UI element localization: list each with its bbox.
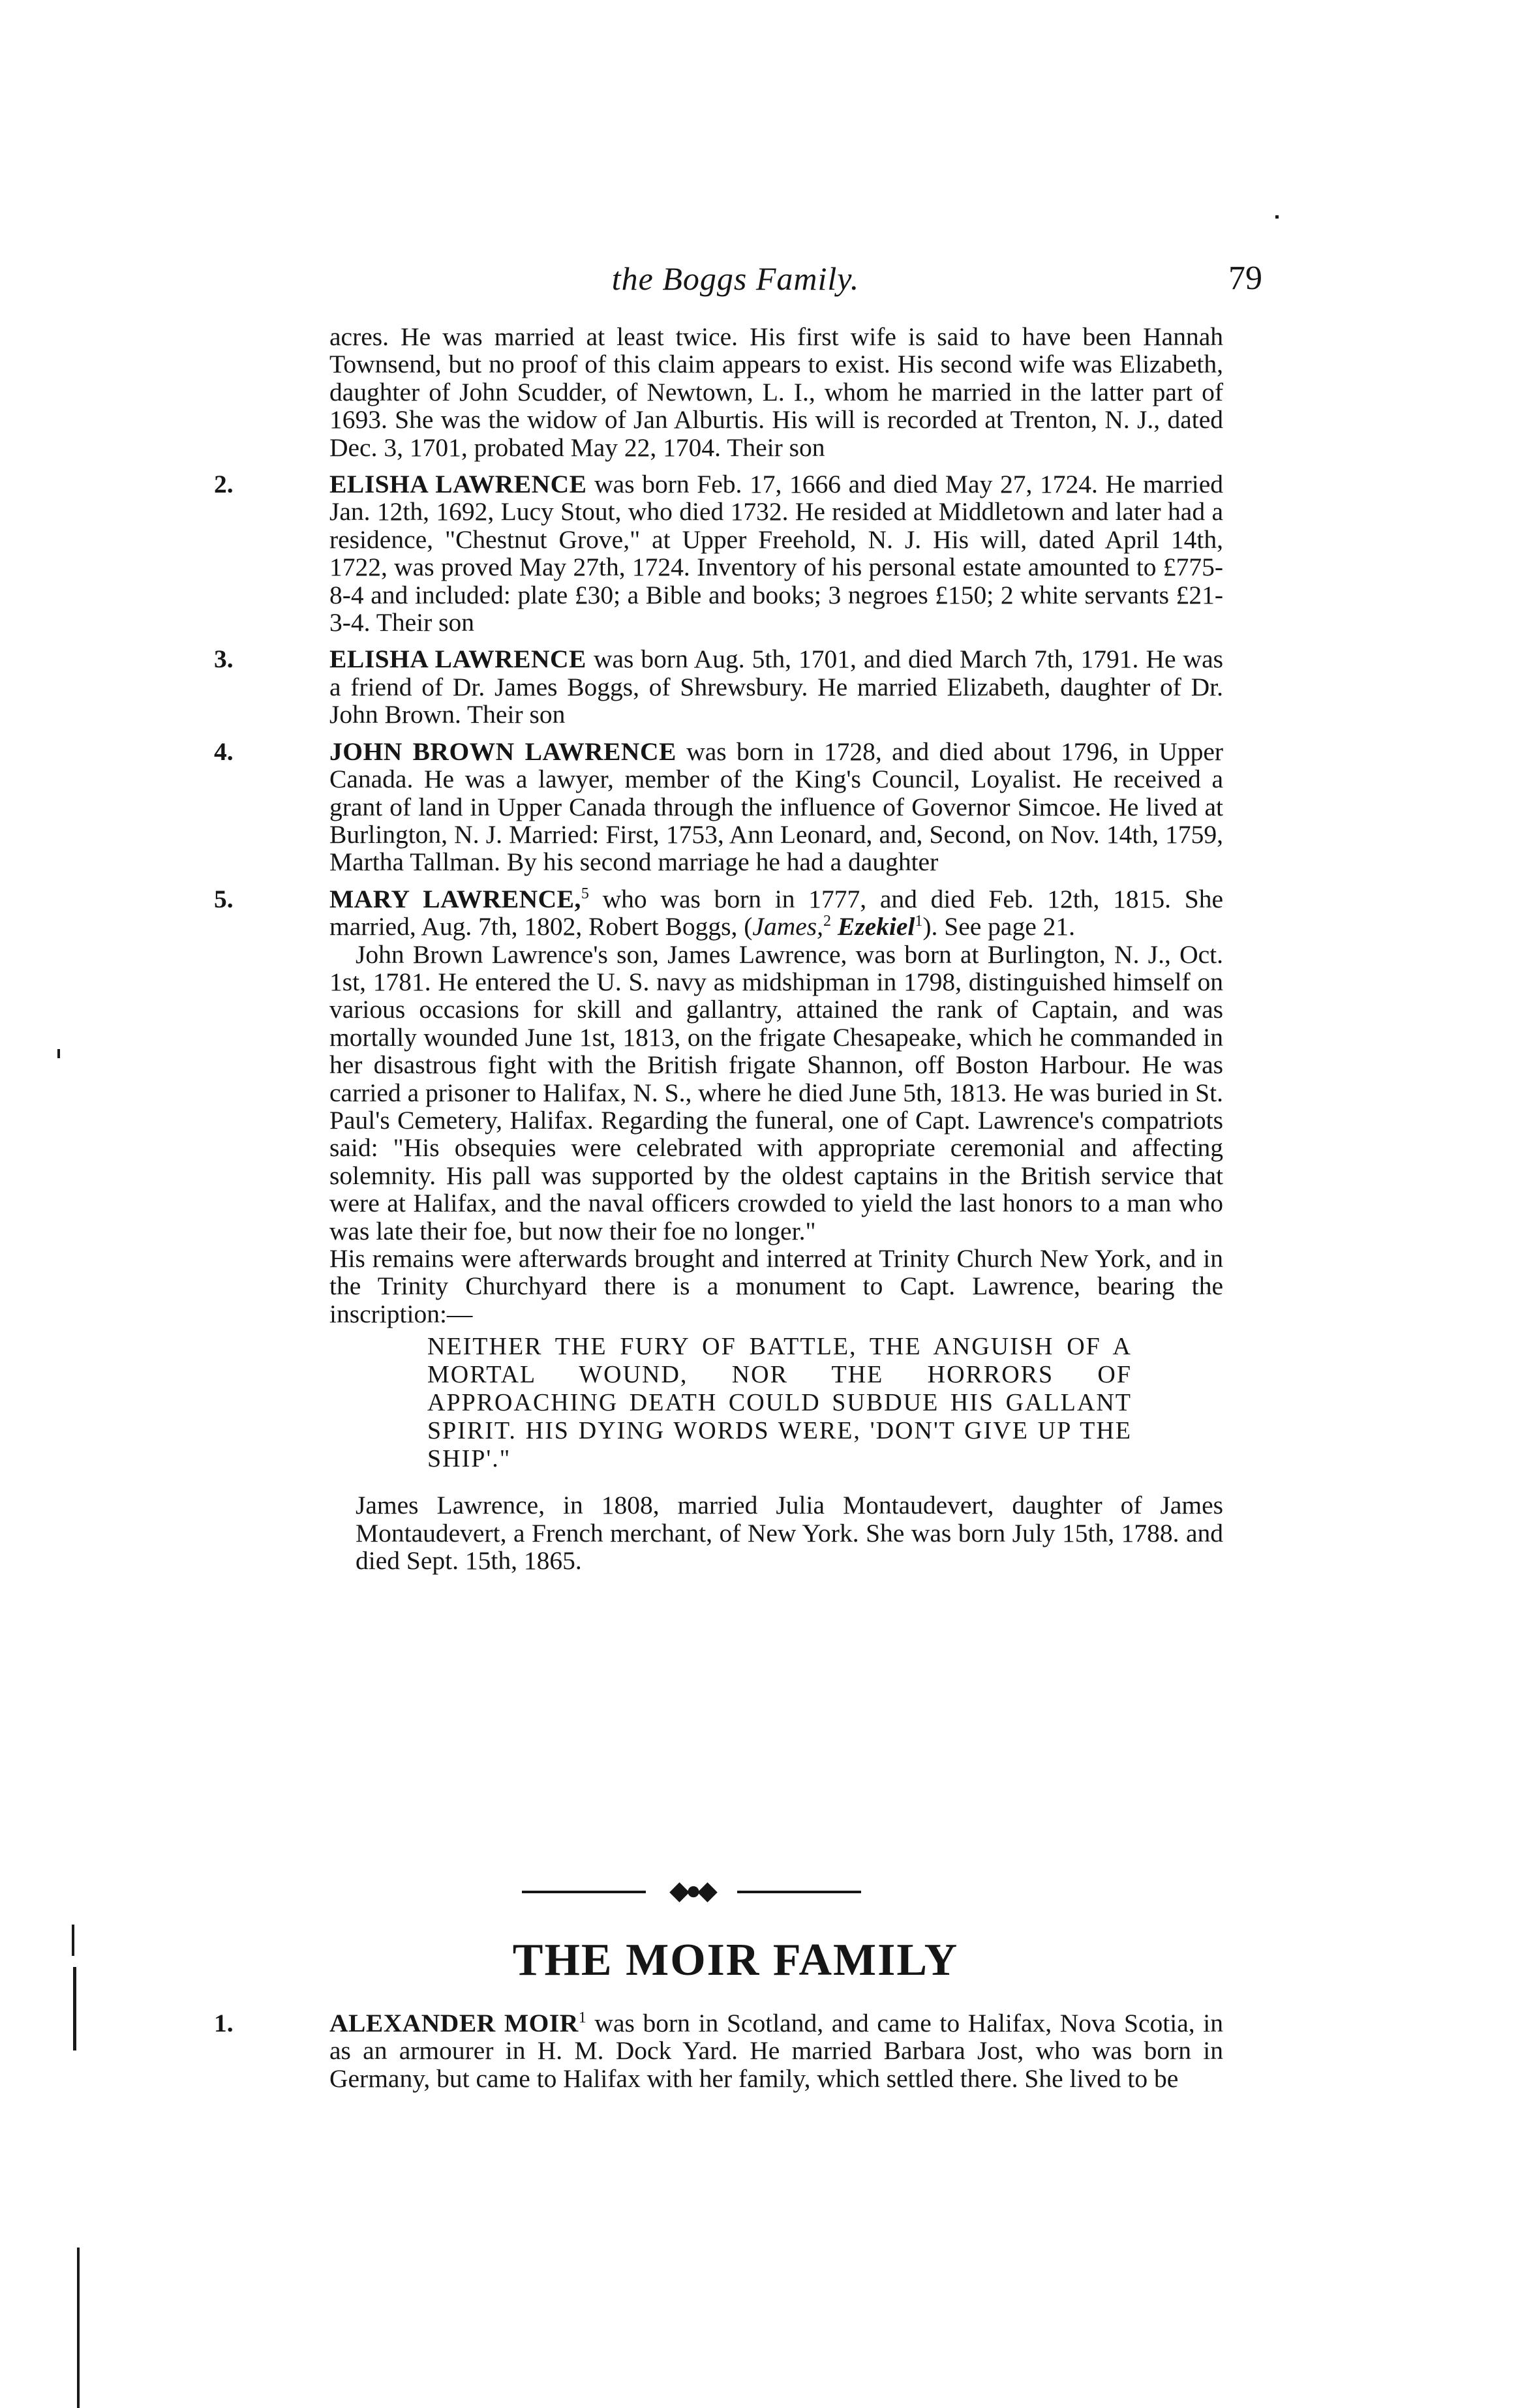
entry-name: ELISHA LAWRENCE [329, 470, 587, 499]
monument-inscription: NEITHER THE FURY OF BATTLE, THE ANGUISH OF A MORTAL WOUND, NOR THE HORRORS OF APPROACHING DEATH COULD SUBDUE HIS GALLANT SPIRIT. HIS DYING WORDS WERE, 'DON'T GIVE UP THE SHIP'." [427, 1333, 1132, 1473]
running-head-title: the Boggs Family. [611, 260, 860, 297]
scan-mark [77, 2248, 80, 2408]
scan-mark [1275, 215, 1279, 219]
genealogy-entry-3 [214, 645, 1223, 729]
continuation-paragraph: acres. He was married at least twice. His first wife is said to have been Hannah Townsend, but no proof of this claim appears to exist. His second wife was Elizabeth, daughter of John Scudder, of Newtown, L. I., whom he married in the latter part of 1693. She was the widow of Jan Alburtis. His will is recorded at Trenton, N. J., dated Dec. 3, 1701, probated May 22, 1704. Their son [329, 322, 1223, 462]
page-number: 79 [1228, 260, 1262, 297]
scan-mark [57, 1049, 60, 1058]
generation-marker: 1 [915, 912, 923, 930]
generation-marker: 1 [578, 2009, 586, 2026]
entry-text: was born in 1728, and died about 1796, in Upper Canada. He was a lawyer, member of the King's Council, Loyalist. He received a grant of land in Upper Canada through the influence of Governor Simcoe. He lived at Burlington, N. J. Married: First, 1753, Ann Leonard, and, Second, on Nov. 14th, 1759, Martha Tallman. By his second marriage he had a daughter [329, 737, 1224, 877]
section-heading: THE MOIR FAMILY [512, 1935, 959, 1985]
marriage-paragraph: James Lawrence, in 1808, married Julia Montaudevert, daughter of James Montaudevert, a French merchant, of New York. She was born July 15th, 1788. and died Sept. 15th, 1865. [356, 1491, 1223, 1576]
monument-paragraph: His remains were afterwards brought and interred at Trinity Church New York, and in the Trinity Churchyard there is a monument to Capt. Lawrence, bearing the inscription:— [329, 1244, 1223, 1328]
entry-name: MARY LAWRENCE, [329, 884, 581, 913]
scan-mark [73, 1967, 76, 2050]
entry-name: JOHN BROWN LAWRENCE [329, 737, 676, 766]
genealogy-entry-moir-1 [214, 2009, 1333, 2093]
divider-rule-right [737, 1891, 861, 1893]
entry-number: 1. [214, 2009, 234, 2037]
section-divider-ornament [522, 1876, 861, 1905]
entry-text: ). See page 21. [922, 912, 1075, 941]
generation-marker: 2 [823, 912, 831, 930]
entry-name: ALEXANDER MOIR [329, 2009, 579, 2037]
entry-name: ELISHA LAWRENCE [329, 645, 586, 674]
genealogy-entry-5 [214, 884, 1223, 941]
moir-section-text [214, 2009, 1333, 2101]
footnote-marker: 5 [581, 885, 589, 902]
entry-text: was born Feb. 17, 1666 and died May 27, 1724. He married Jan. 12th, 1692, Lucy Stout, who died 1732. He resided at Middletown and later had a residence, "Chestnut Grove," at Upper Freehold, N. J. His will, dated April 14th, 1722, was proved May 27th, 1724. Inventory of his personal estate amounted to £775-8-4 and included: plate £30; a Bible and books; 3 negroes £150; 2 white servants £21-3-4. Their son [329, 470, 1223, 637]
entry-number: 3. [214, 645, 234, 674]
running-head [209, 256, 1262, 301]
ancestor-name: Ezekiel [837, 912, 915, 941]
genealogy-entry-4 [214, 737, 1224, 877]
entry-number: 4. [214, 737, 234, 766]
main-text [214, 322, 1224, 1576]
lawrence-biography-paragraph: John Brown Lawrence's son, James Lawrence, was born at Burlington, N. J., Oct. 1st, 1781. He entered the U. S. navy as midshipman in 1798, distinguished himself on various occasions for skill and gallantry, attained the rank of Captain, and was mortally wounded June 1st, 1813, on the frigate Chesapeake, which he commanded in her disastrous fight with the British frigate Shannon, off Boston Harbour. He was carried a prisoner to Halifax, N. S., where he died June 5th, 1813. He was buried in St. Paul's Cemetery, Halifax. Regarding the funeral, one of Capt. Lawrence's compatriots said: "His obsequies were celebrated with appropriate ceremonial and affecting solemnity. His pall was supported by the oldest captains in the British service that were at Halifax, and the naval officers crowded to yield the last honors to a man who was late their foe, but now their foe no longer." [329, 939, 1223, 1245]
divider-glyph: ◆●◆ [669, 1876, 714, 1905]
ancestor-name: James, [752, 912, 823, 941]
entry-number: 5. [214, 884, 234, 913]
scan-mark [72, 1925, 74, 1956]
entry-number: 2. [214, 470, 234, 499]
entry-text: was born in Scotland, and came to Halifax, Nova Scotia, in as an armourer in H. M. Dock Yard. He married Barbara Jost, who was born in Germany, but came to Halifax with her family, which settled there. She lived to be [329, 2009, 1333, 2093]
divider-rule-left [522, 1891, 646, 1893]
entry-text: was born Aug. 5th, 1701, and died March 7th, 1791. He was a friend of Dr. James Boggs, of Shrewsbury. He married Elizabeth, daughter of Dr. John Brown. Their son [329, 645, 1223, 729]
entry-text: who was born in 1777, and died Feb. 12th, 1815. She married, Aug. 7th, 1802, Robert Boggs, ( [329, 884, 1223, 941]
genealogy-entry-2 [214, 470, 1223, 637]
